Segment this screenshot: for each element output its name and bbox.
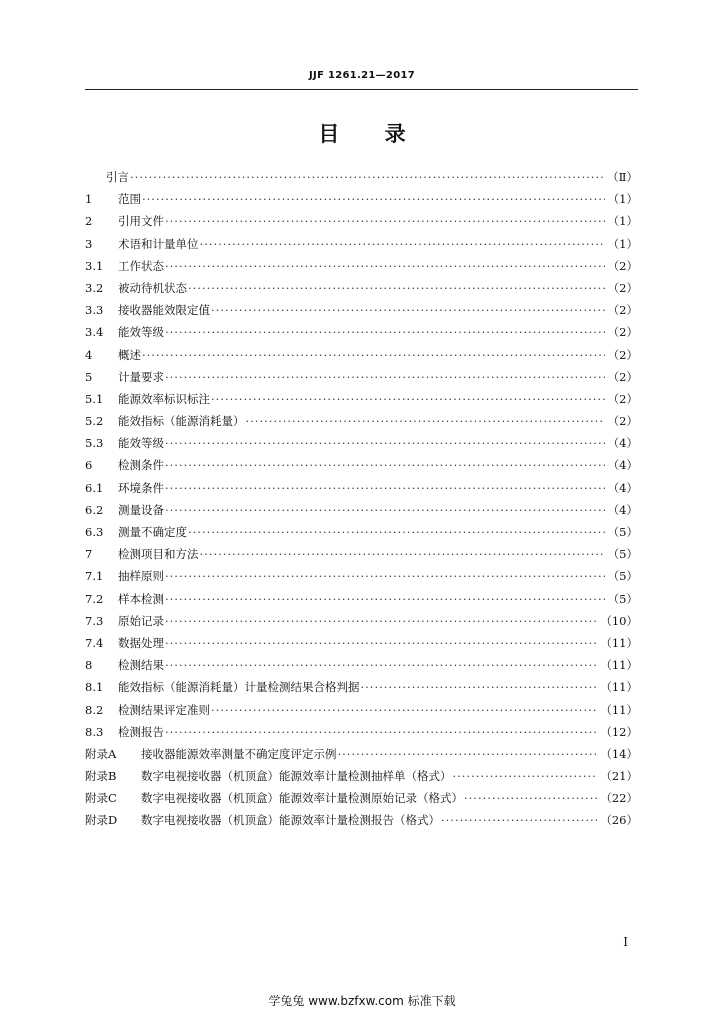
toc-entry-label: 检测结果 [118, 658, 164, 673]
toc-entry[interactable] [85, 588, 638, 610]
toc-entry-label: 术语和计量单位 [118, 236, 199, 251]
toc-dot-leader [453, 765, 598, 787]
toc-entry[interactable] [85, 565, 638, 587]
toc-entry[interactable] [85, 432, 638, 454]
toc-dot-leader [165, 321, 605, 343]
toc-entry-number: 附录A [85, 746, 117, 761]
toc-entry-number: 附录C [85, 791, 117, 806]
toc-entry-number: 7.2 [85, 591, 104, 606]
toc-entry-number: 7.1 [85, 569, 104, 584]
toc-entry-label: 抽样原则 [118, 569, 164, 584]
toc-entry[interactable] [85, 499, 638, 521]
toc-entry-page: （1） [607, 192, 638, 207]
toc-entry[interactable] [85, 410, 638, 432]
toc-entry-page: （2） [607, 258, 638, 273]
toc-entry-label: 能效指标（能源消耗量） [118, 414, 245, 429]
toc-dot-leader [165, 588, 605, 610]
toc-dot-leader [338, 743, 598, 765]
toc-entry-label: 数字电视接收器（机顶盒）能源效率计量检测原始记录（格式） [141, 791, 463, 806]
table-of-contents [85, 166, 638, 832]
toc-entry-number: 3.1 [85, 258, 104, 273]
toc-dot-leader [200, 543, 605, 565]
toc-entry-label: 范围 [118, 192, 141, 207]
toc-dot-leader [142, 188, 605, 210]
toc-entry-page: （11） [600, 635, 638, 650]
toc-dot-leader [165, 454, 605, 476]
toc-entry-number: 6.1 [85, 480, 104, 495]
toc-dot-leader [130, 166, 604, 188]
toc-entry-label: 引用文件 [118, 214, 164, 229]
toc-entry-number: 附录B [85, 769, 117, 784]
toc-entry-page: （11） [600, 702, 638, 717]
toc-entry-number: 5 [85, 369, 93, 384]
toc-dot-leader [165, 721, 597, 743]
toc-entry[interactable] [85, 255, 638, 277]
toc-entry[interactable] [85, 699, 638, 721]
toc-dot-leader [188, 277, 605, 299]
toc-entry-page: （12） [600, 724, 638, 739]
toc-entry-page: （10） [600, 613, 638, 628]
toc-entry-number: 6.3 [85, 525, 104, 539]
toc-entry[interactable] [85, 233, 638, 255]
toc-entry-page: （2） [607, 303, 638, 318]
header-divider [85, 89, 638, 90]
toc-entry-page: （4） [607, 458, 638, 473]
toc-entry-page: （5） [607, 569, 638, 584]
toc-entry-label: 数字电视接收器（机顶盒）能源效率计量检测报告（格式） [141, 813, 440, 828]
toc-entry-number: 5.2 [85, 414, 104, 429]
toc-dot-leader [165, 432, 605, 454]
toc-dot-leader [165, 499, 605, 521]
footer-watermark-text: 学兔兔 www.bzfxw.com 标准下载 [268, 994, 456, 1008]
toc-entry[interactable] [85, 366, 638, 388]
toc-entry[interactable] [85, 654, 638, 676]
toc-dot-leader [211, 699, 597, 721]
toc-dot-leader [165, 366, 605, 388]
toc-entry-label: 检测结果评定准则 [118, 702, 210, 717]
toc-dot-leader [165, 632, 597, 654]
standard-code-header: JJF 1261.21—2017 [309, 70, 415, 81]
toc-entry-page: （2） [607, 280, 638, 295]
toc-entry-label: 被动待机状态 [118, 280, 187, 295]
toc-entry[interactable] [85, 299, 638, 321]
toc-entry-page: （2） [607, 414, 638, 429]
toc-entry-label: 接收器能源效率测量不确定度评定示例 [141, 746, 337, 761]
toc-entry-label: 工作状态 [118, 258, 164, 273]
toc-entry[interactable] [85, 521, 638, 543]
toc-entry[interactable] [85, 166, 638, 188]
toc-entry-number: 7.4 [85, 635, 104, 650]
toc-entry-label: 概述 [118, 347, 141, 362]
page-title: 目 录 [318, 122, 406, 146]
toc-entry-number: 3.3 [85, 303, 104, 318]
toc-dot-leader [211, 388, 605, 410]
toc-entry[interactable] [85, 188, 638, 210]
toc-entry-label: 测量设备 [118, 502, 164, 517]
toc-dot-leader [165, 565, 605, 587]
toc-entry-number: 8.2 [85, 702, 104, 717]
toc-entry-number: 3 [85, 236, 93, 251]
toc-entry-number: 1 [85, 192, 93, 207]
toc-entry-label: 能源效率标识标注 [118, 391, 210, 406]
toc-entry-number: 附录D [85, 813, 118, 828]
toc-entry-label: 数字电视接收器（机顶盒）能源效率计量检测抽样单（格式） [141, 769, 452, 784]
toc-entry[interactable] [85, 344, 638, 366]
toc-entry[interactable] [85, 765, 638, 787]
toc-dot-leader [165, 610, 597, 632]
toc-entry-page: （2） [607, 325, 638, 340]
toc-entry-label: 环境条件 [118, 480, 164, 495]
toc-dot-leader [188, 521, 605, 543]
toc-entry-page: （26） [600, 813, 638, 828]
toc-entry[interactable] [85, 610, 638, 632]
page-number: I [623, 935, 628, 949]
toc-entry-page: （2） [607, 369, 638, 384]
toc-entry[interactable] [85, 321, 638, 343]
toc-dot-leader [142, 344, 605, 366]
toc-entry-page: （2） [607, 347, 638, 362]
toc-entry-page: （11） [600, 680, 638, 695]
toc-entry-number: 3.4 [85, 325, 104, 340]
toc-entry-label: 数据处理 [118, 635, 164, 650]
toc-entry-label: 能效指标（能源消耗量）计量检测结果合格判据 [118, 680, 360, 695]
toc-dot-leader [165, 255, 605, 277]
toc-entry-page: （14） [600, 746, 638, 761]
toc-entry-page: （21） [600, 769, 638, 784]
toc-entry-number: 7 [85, 547, 93, 562]
toc-entry-label: 检测项目和方法 [118, 547, 199, 562]
toc-entry-number: 6.2 [85, 502, 104, 517]
toc-entry[interactable] [85, 743, 638, 765]
toc-entry-page: （5） [607, 547, 638, 562]
toc-entry[interactable] [85, 632, 638, 654]
toc-dot-leader [200, 233, 605, 255]
toc-entry-page: （4） [607, 436, 638, 451]
toc-entry[interactable] [85, 454, 638, 476]
toc-entry[interactable] [85, 543, 638, 565]
toc-entry-label: 样本检测 [118, 591, 164, 606]
toc-entry-label: 测量不确定度 [118, 525, 187, 539]
toc-entry-number: 6 [85, 458, 93, 473]
toc-dot-leader [165, 477, 605, 499]
toc-entry-page: （22） [600, 791, 638, 806]
toc-dot-leader [441, 809, 597, 831]
toc-entry-page: （11） [600, 658, 638, 673]
toc-entry-number: 8.1 [85, 680, 104, 695]
toc-entry-page: （5） [607, 525, 638, 539]
toc-entry[interactable] [85, 721, 638, 743]
toc-entry-label: 计量要求 [118, 369, 164, 384]
toc-entry-number: 4 [85, 347, 93, 362]
toc-entry-label: 检测条件 [118, 458, 164, 473]
toc-entry-label: 原始记录 [118, 613, 164, 628]
toc-entry-page: （4） [607, 502, 638, 517]
toc-entry[interactable] [85, 477, 638, 499]
toc-dot-leader [361, 676, 598, 698]
toc-dot-leader [211, 299, 605, 321]
toc-dot-leader [464, 787, 597, 809]
toc-entry[interactable] [85, 277, 638, 299]
toc-entry-number: 7.3 [85, 613, 104, 628]
toc-entry-page: （Ⅱ） [607, 170, 638, 184]
toc-entry-number: 5.3 [85, 436, 104, 451]
toc-entry-page: （1） [607, 236, 638, 251]
toc-entry-number: 5.1 [85, 391, 104, 406]
toc-entry[interactable] [85, 210, 638, 232]
toc-entry-page: （1） [607, 214, 638, 229]
toc-entry[interactable] [85, 809, 638, 831]
toc-entry-label: 接收器能效限定值 [118, 303, 210, 318]
toc-entry-label: 引言 [106, 170, 129, 184]
toc-entry[interactable] [85, 787, 638, 809]
toc-entry[interactable] [85, 676, 638, 698]
toc-dot-leader [165, 210, 605, 232]
toc-entry[interactable] [85, 388, 638, 410]
toc-entry-label: 能效等级 [118, 436, 164, 451]
toc-entry-label: 能效等级 [118, 325, 164, 340]
toc-entry-number: 8.3 [85, 724, 104, 739]
toc-entry-label: 检测报告 [118, 724, 164, 739]
toc-dot-leader [246, 410, 605, 432]
toc-entry-number: 8 [85, 658, 93, 673]
toc-dot-leader [165, 654, 597, 676]
toc-entry-page: （5） [607, 591, 638, 606]
toc-entry-page: （2） [607, 391, 638, 406]
toc-entry-number: 2 [85, 214, 93, 229]
toc-entry-number: 3.2 [85, 280, 104, 295]
toc-entry-page: （4） [607, 480, 638, 495]
